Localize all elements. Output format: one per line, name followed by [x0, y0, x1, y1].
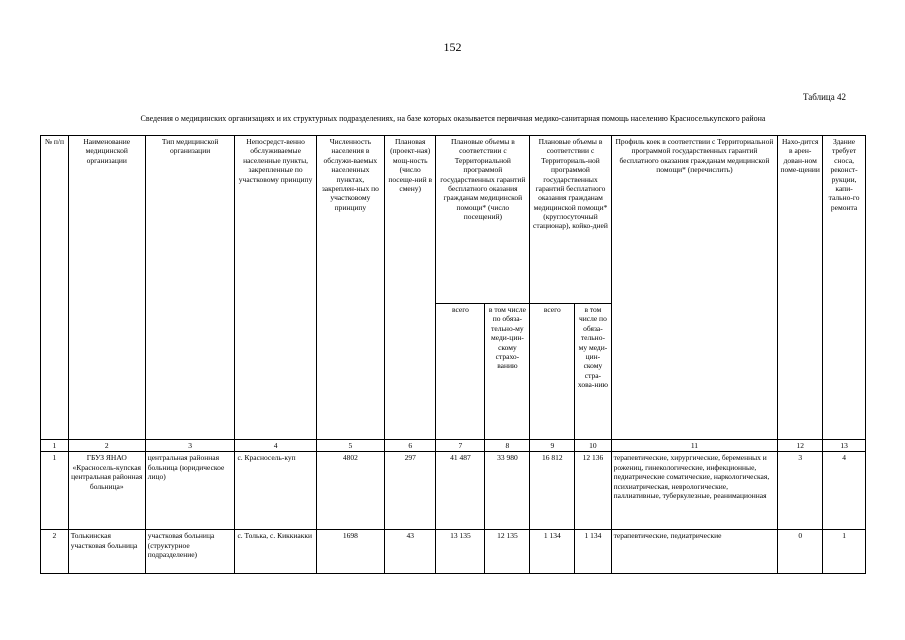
subheader-visits-total: всего [436, 304, 485, 440]
header-row [41, 136, 866, 304]
subheader-visits-oms: в том числе по обяза-тельно-му меди-цин-скому страхо-ванию [485, 304, 530, 440]
column-number: 6 [385, 440, 436, 452]
row-settlements: с. Красносель-куп [235, 452, 316, 530]
row-lease: 0 [778, 530, 823, 574]
row-visits-total: 41 487 [436, 452, 485, 530]
column-number: 4 [235, 440, 316, 452]
subheader-beds-total: всего [530, 304, 575, 440]
header-lease: Нахо-дится в арен-дован-ном поме-щении [778, 136, 823, 440]
row-capacity: 43 [385, 530, 436, 574]
row-no: 2 [41, 530, 69, 574]
column-number: 13 [823, 440, 866, 452]
header-bed-days: Плановые объемы в соответствии с Территориаль-ной программой государственных гарантий бесплатного оказания гражданам медицинской помощи* (круглосуточный стационар), койко-дней [530, 136, 611, 304]
column-number: 2 [68, 440, 145, 452]
row-visits-total: 13 135 [436, 530, 485, 574]
row-lease: 3 [778, 452, 823, 530]
row-settlements: с. Толька, с. Киккиакки [235, 530, 316, 574]
column-number: 1 [41, 440, 69, 452]
column-number: 8 [485, 440, 530, 452]
row-profile: терапевтические, педиатрические [611, 530, 778, 574]
table-row [41, 530, 866, 574]
row-beds-total: 1 134 [530, 530, 575, 574]
row-name: Толькинская участковая больница [68, 530, 145, 574]
row-beds-oms: 1 134 [575, 530, 611, 574]
column-number: 10 [575, 440, 611, 452]
page-number: 152 [443, 40, 462, 54]
medical-organizations-table [40, 135, 866, 574]
document-title: Сведения о медицинских организациях и их структурных подразделениях, на базе которых оказывается первичная медико-санитарная помощь населению Красноселькупского района [140, 114, 766, 123]
header-demolition: Здание требует сноса, реконст-рукции, капи-тально-го ремонта [823, 136, 866, 440]
header-capacity: Плановая (проект-ная) мощ-ность (число посеще-ний в смену) [385, 136, 436, 440]
row-visits-oms: 12 135 [485, 530, 530, 574]
table-row [41, 452, 866, 530]
row-beds-total: 16 812 [530, 452, 575, 530]
row-population: 1698 [316, 530, 384, 574]
table-label: Таблица 42 [803, 92, 846, 102]
row-demolition: 1 [823, 530, 866, 574]
row-demolition: 4 [823, 452, 866, 530]
row-type: центральная районная больница (юридическое лицо) [145, 452, 235, 530]
column-numbers-row [41, 440, 866, 452]
row-visits-oms: 33 980 [485, 452, 530, 530]
row-name: ГБУЗ ЯНАО «Красносель-купская центральная районная больница» [68, 452, 145, 530]
column-number: 7 [436, 440, 485, 452]
header-name: Наименование медицинской организации [68, 136, 145, 440]
header-settlements: Непосредст-венно обслуживаемые населенные пункты, закрепленные по участковому принципу [235, 136, 316, 440]
subheader-beds-oms: в том числе по обяза-тельно-му меди-цин-скому стра-хова-нию [575, 304, 611, 440]
row-beds-oms: 12 136 [575, 452, 611, 530]
column-number: 9 [530, 440, 575, 452]
row-profile: терапевтические, хирургические, беременных и рожениц, гинекологические, инфекционные, педиатрические соматические, наркологическая, психиатрическая, неврологические, паллиативные, туберкулезные, реанимационная [611, 452, 778, 530]
header-population: Численность населения в обслужи-ваемых населенных пунктах, закреплен-ных по участковому принципу [316, 136, 384, 440]
column-number: 12 [778, 440, 823, 452]
header-no: № п/п [41, 136, 69, 440]
row-no: 1 [41, 452, 69, 530]
column-number: 5 [316, 440, 384, 452]
row-capacity: 297 [385, 452, 436, 530]
row-type: участковая больница (структурное подразделение) [145, 530, 235, 574]
header-profile: Профиль коек в соответствии с Территориальной программой государственных гарантий бесплатного оказания гражданам медицинской помощи* (перечислить) [611, 136, 778, 440]
header-visits: Плановые объемы в соответствии с Территориальной программой государственных гарантий бесплатного оказания гражданам медицинской помощи* (число посещений) [436, 136, 530, 304]
row-population: 4802 [316, 452, 384, 530]
header-type: Тип медицинской организации [145, 136, 235, 440]
column-number: 11 [611, 440, 778, 452]
column-number: 3 [145, 440, 235, 452]
